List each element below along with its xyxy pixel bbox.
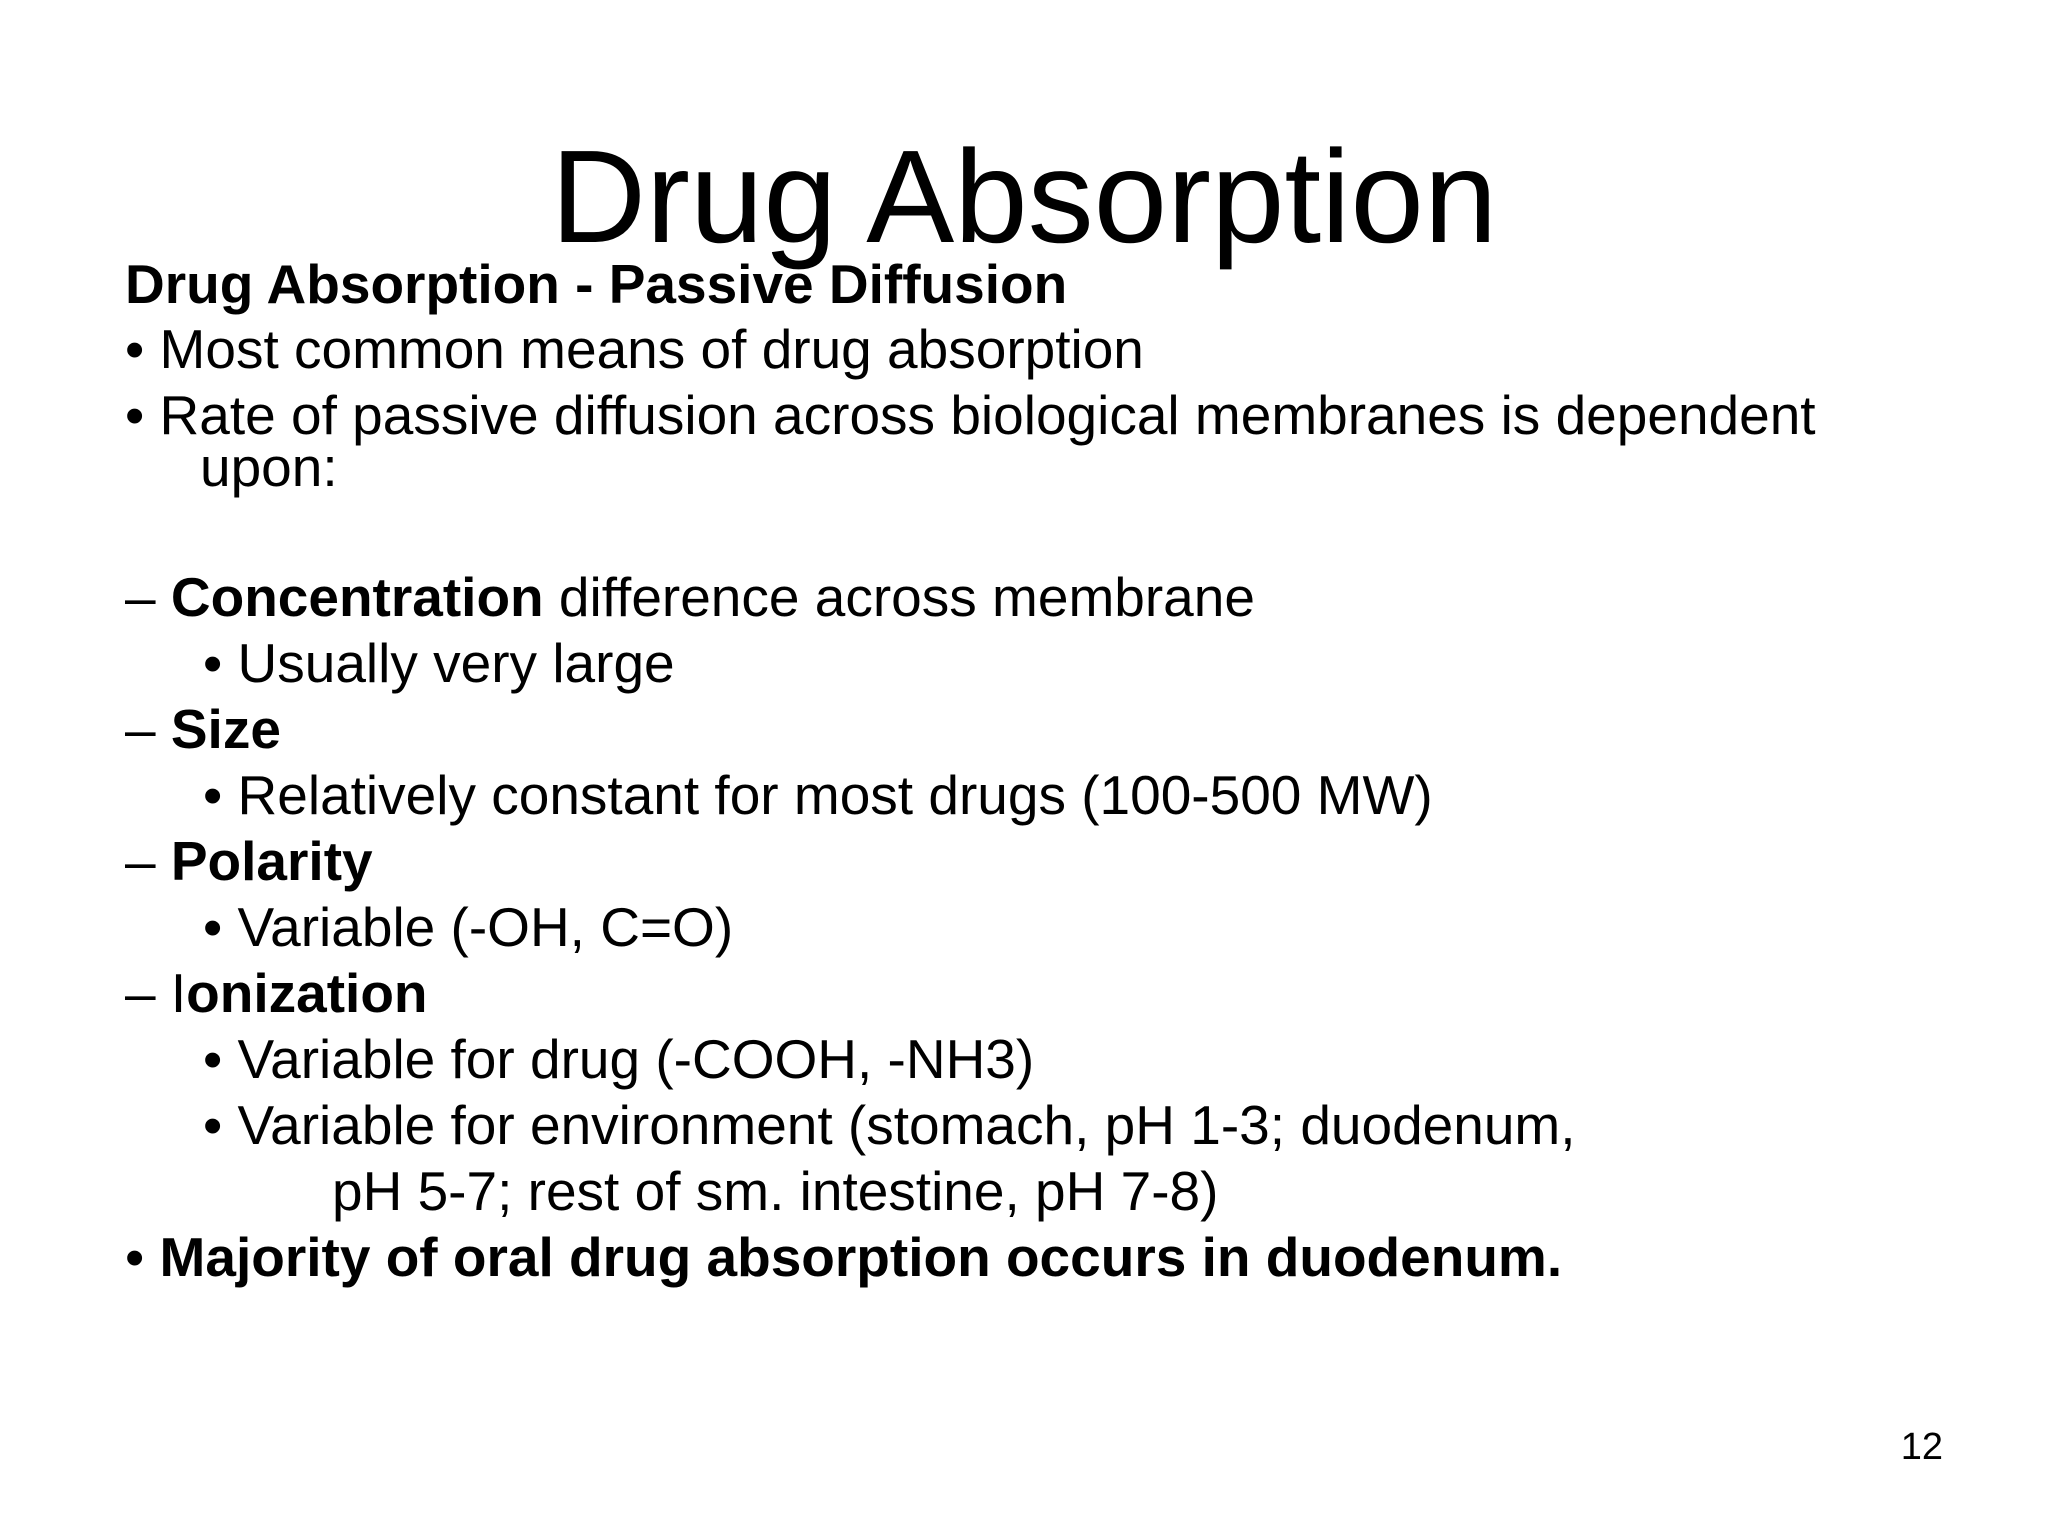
factor-text-concentration: difference across membrane <box>543 566 1255 628</box>
bullet-conclusion <box>125 1225 1562 1289</box>
factor-concentration <box>125 565 1255 629</box>
factor-polarity <box>125 829 373 893</box>
slide-subtitle: Drug Absorption - Passive Diffusion <box>125 253 1068 315</box>
factor-term-ionization-initial: I <box>170 962 187 1024</box>
conclusion-text: Majority of oral drug absorption occurs in duodenum. <box>159 1226 1563 1288</box>
factor-dash: – <box>125 962 171 1024</box>
sub-bullet-variable-environment-line-1: • Variable for environment (stomach, pH 1-3; duodenum, <box>203 1094 1576 1156</box>
sub-bullet-relatively-constant: • Relatively constant for most drugs (100-500 MW) <box>203 764 1433 826</box>
factor-dash: – <box>125 698 171 760</box>
bullet-most-common: • Most common means of drug absorption <box>125 318 1144 380</box>
bullet-rate-line-1: • Rate of passive diffusion across biological membranes is dependent <box>125 384 1816 446</box>
sub-bullet-variable-drug: • Variable for drug (-COOH, -NH3) <box>203 1028 1035 1090</box>
factor-term-ionization: onization <box>186 962 428 1024</box>
factor-term-concentration: Concentration <box>170 566 544 628</box>
sub-bullet-variable-polarity: • Variable (-OH, C=O) <box>203 896 734 958</box>
factor-ionization <box>125 961 428 1025</box>
sub-bullet-usually-large: • Usually very large <box>203 632 675 694</box>
bullet-rate-line-2: upon: <box>200 436 338 498</box>
factor-dash: – <box>125 830 171 892</box>
factor-term-size: Size <box>170 698 281 760</box>
factor-size <box>125 697 281 761</box>
factor-dash: – <box>125 566 171 628</box>
bullet-glyph: • <box>125 1226 160 1288</box>
page-number: 12 <box>1900 1426 1943 1468</box>
slide-title: Drug Absorption <box>550 123 1498 270</box>
factor-term-polarity: Polarity <box>170 830 373 892</box>
sub-bullet-variable-environment-line-2: pH 5-7; rest of sm. intestine, pH 7-8) <box>332 1160 1219 1222</box>
